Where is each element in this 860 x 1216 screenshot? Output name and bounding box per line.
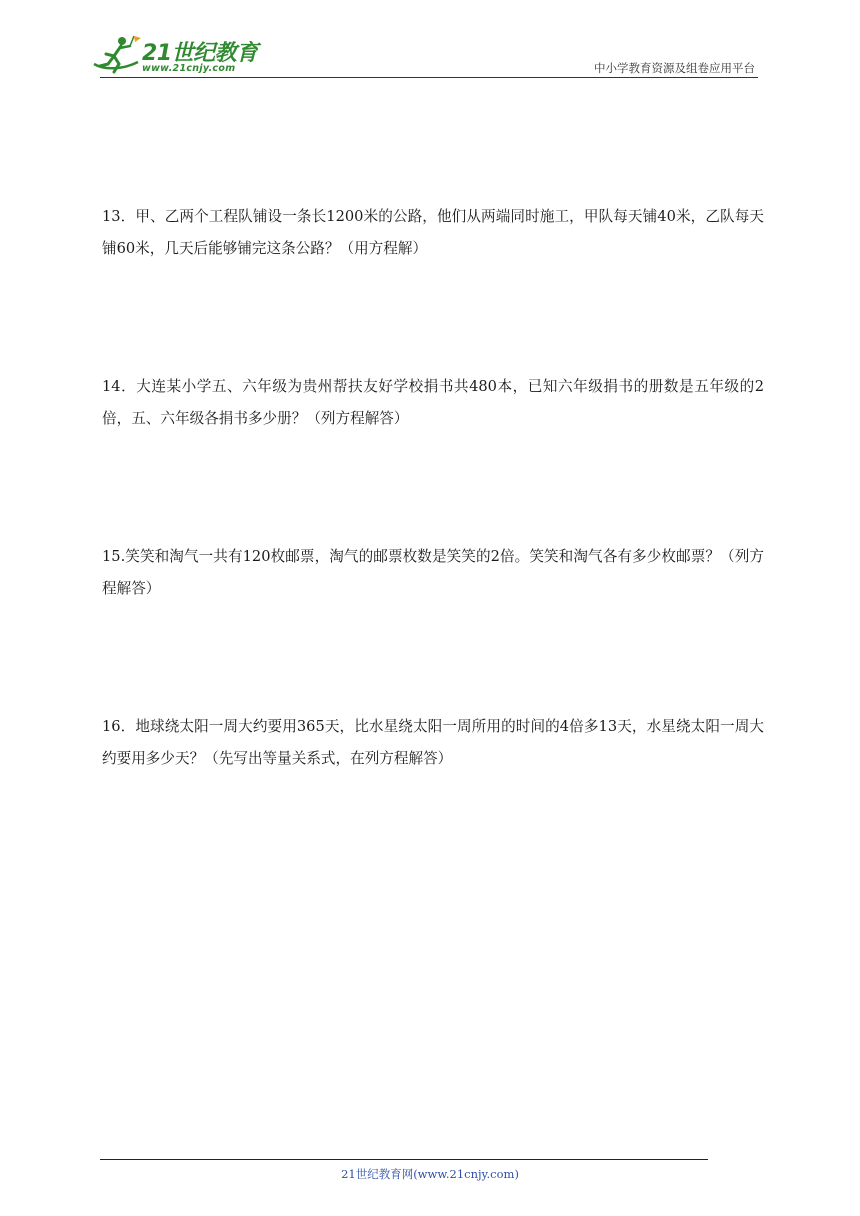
question-13: 13．甲、乙两个工程队铺设一条长1200米的公路，他们从两端同时施工，甲队每天铺40米，乙队每天铺60米，几天后能够铺完这条公路？（用方程解） bbox=[102, 208, 764, 257]
header-divider bbox=[100, 77, 758, 78]
question-14: 14．大连某小学五、六年级为贵州帮扶友好学校捐书共480本，已知六年级捐书的册数是五年级的2倍，五、六年级各捐书多少册？（列方程解答） bbox=[102, 378, 764, 427]
logo-url-text: www.21cnjy.com bbox=[142, 63, 236, 74]
footer-link[interactable]: 21世纪教育网(www.21cnjy.com) bbox=[341, 1167, 519, 1181]
page-header bbox=[0, 0, 860, 90]
header-tagline: 中小学教育资源及组卷应用平台 bbox=[594, 61, 755, 75]
runner-with-flag-icon bbox=[92, 34, 142, 78]
question-15: 15.笑笑和淘气一共有120枚邮票，淘气的邮票枚数是笑笑的2倍。笑笑和淘气各有多少枚邮票？（列方程解答） bbox=[102, 548, 764, 597]
footer-divider bbox=[100, 1159, 708, 1160]
question-16: 16．地球绕太阳一周大约要用365天，比水星绕太阳一周所用的时间的4倍多13天，水星绕太阳一周大约要用多少天？（先写出等量关系式，在列方程解答） bbox=[102, 718, 764, 767]
site-logo[interactable] bbox=[92, 34, 262, 78]
logo-main-text: 21世纪教育 bbox=[142, 41, 258, 66]
